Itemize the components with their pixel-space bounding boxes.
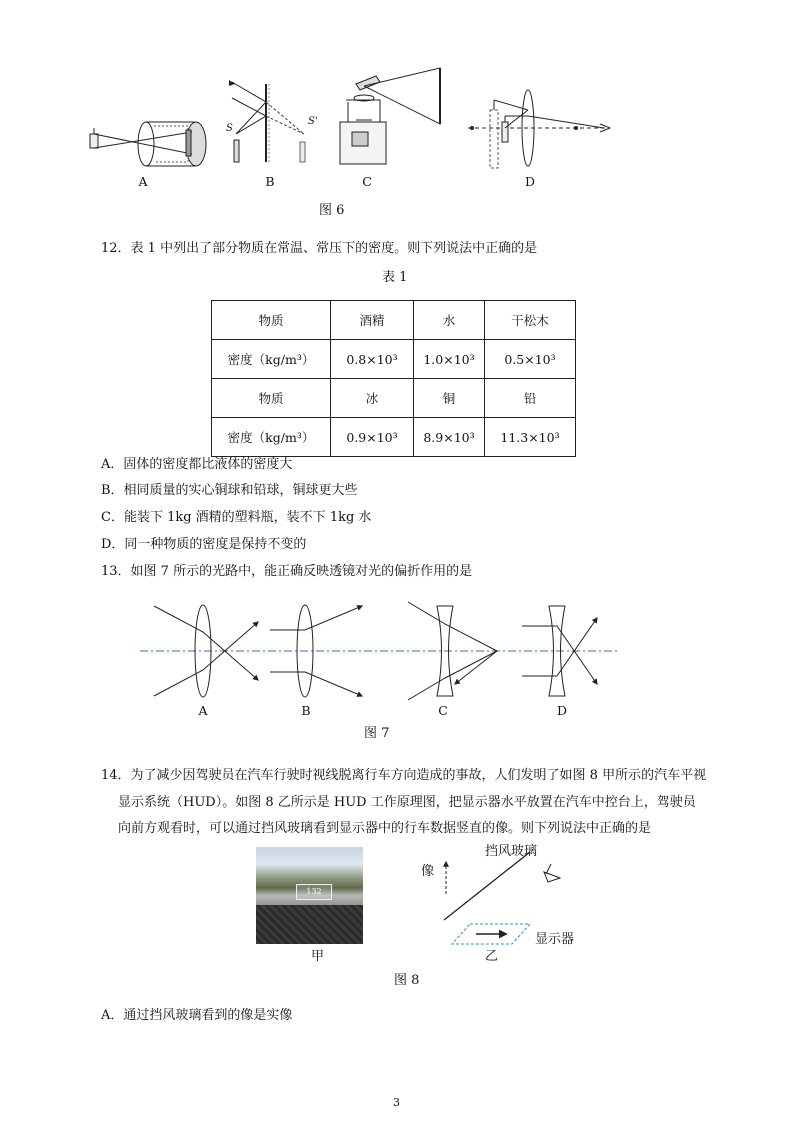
q12-stem: 12．表 1 中列出了部分物质在常温、常压下的密度。则下列说法中正确的是 xyxy=(101,241,538,256)
table-cell: 0.8×10³ xyxy=(331,340,414,379)
table-cell: 密度（kg/m³） xyxy=(212,418,331,457)
table-cell: 0.5×10³ xyxy=(485,340,576,379)
hud-photo xyxy=(256,847,363,944)
q12-option-a: A．固体的密度都比液体的密度大 xyxy=(101,457,293,472)
table-row xyxy=(212,418,576,457)
table-cell: 酒精 xyxy=(331,301,414,340)
fig6-c-projector xyxy=(336,64,448,168)
table-cell: 0.9×10³ xyxy=(331,418,414,457)
fig6-caption: 图 6 xyxy=(319,203,345,218)
q14-stem-line-2: 显示系统（HUD）。如图 8 乙所示是 HUD 工作原理图，把显示器水平放置在汽车中控台上，驾驶员 xyxy=(118,795,696,810)
fig7-lens-diagrams xyxy=(140,596,620,706)
fig7-caption: 图 7 xyxy=(364,726,390,741)
fig6-label-a: A xyxy=(138,174,148,189)
table-cell: 物质 xyxy=(212,379,331,418)
table-cell: 密度（kg/m³） xyxy=(212,340,331,379)
table-row xyxy=(212,379,576,418)
fig7-label-a: A xyxy=(198,703,208,718)
q13-stem: 13．如图 7 所示的光路中，能正确反映透镜对光的偏折作用的是 xyxy=(101,564,473,579)
table-cell: 8.9×10³ xyxy=(414,418,485,457)
fig6-d-magnifier xyxy=(468,88,616,172)
hud-windshield-label: 挡风玻璃 xyxy=(485,844,538,859)
table-row xyxy=(212,340,576,379)
dashboard-mat xyxy=(256,905,363,944)
fig8-caption: 图 8 xyxy=(394,973,420,988)
table-cell: 冰 xyxy=(331,379,414,418)
fig6-a-pinhole-camera xyxy=(88,118,213,173)
fig7-label-c: C xyxy=(438,703,448,718)
fig6-label-d: D xyxy=(524,174,536,189)
fig6-b-s-mark: S xyxy=(226,123,233,134)
hud-readout: 132 xyxy=(296,884,332,900)
q14-option-a: A．通过挡风玻璃看到的像是实像 xyxy=(101,1008,293,1023)
q14-stem-line-1: 14．为了减少因驾驶员在汽车行驶时视线脱离行车方向造成的事故，人们发明了如图 8 甲所示的汽车平视 xyxy=(101,768,707,783)
fig7-label-b: B xyxy=(301,703,311,718)
q12-option-d: D．同一种物质的密度是保持不变的 xyxy=(101,537,307,552)
hud-display-label: 显示器 xyxy=(535,932,575,947)
table-cell: 铅 xyxy=(485,379,576,418)
fig6-label-c: C xyxy=(362,174,372,189)
fig6-b-s-prime-mark: S' xyxy=(308,116,318,127)
table-cell: 1.0×10³ xyxy=(414,340,485,379)
fig6-label-b: B xyxy=(265,174,275,189)
fig7-label-d: D xyxy=(556,703,568,718)
table-cell: 干松木 xyxy=(485,301,576,340)
hud-image-label: 像 xyxy=(421,864,435,879)
q14-stem-line-3: 向前方观看时，可以通过挡风玻璃看到显示器中的行车数据竖直的像。则下列说法中正确的是 xyxy=(118,821,652,836)
q12-table-title: 表 1 xyxy=(382,270,408,285)
density-table xyxy=(211,300,576,457)
table-cell: 物质 xyxy=(212,301,331,340)
fig8-sub-label-yi: 乙 xyxy=(485,949,499,964)
table-cell: 铜 xyxy=(414,379,485,418)
table-cell: 11.3×10³ xyxy=(485,418,576,457)
fig8-sub-label-jia: 甲 xyxy=(311,949,325,964)
table-cell: 水 xyxy=(414,301,485,340)
page-number: 3 xyxy=(393,1096,400,1109)
q12-option-c: C．能装下 1kg 酒精的塑料瓶，装不下 1kg 水 xyxy=(101,510,372,525)
q12-option-b: B．相同质量的实心铜球和铅球，铜球更大些 xyxy=(101,483,358,498)
table-row xyxy=(212,301,576,340)
